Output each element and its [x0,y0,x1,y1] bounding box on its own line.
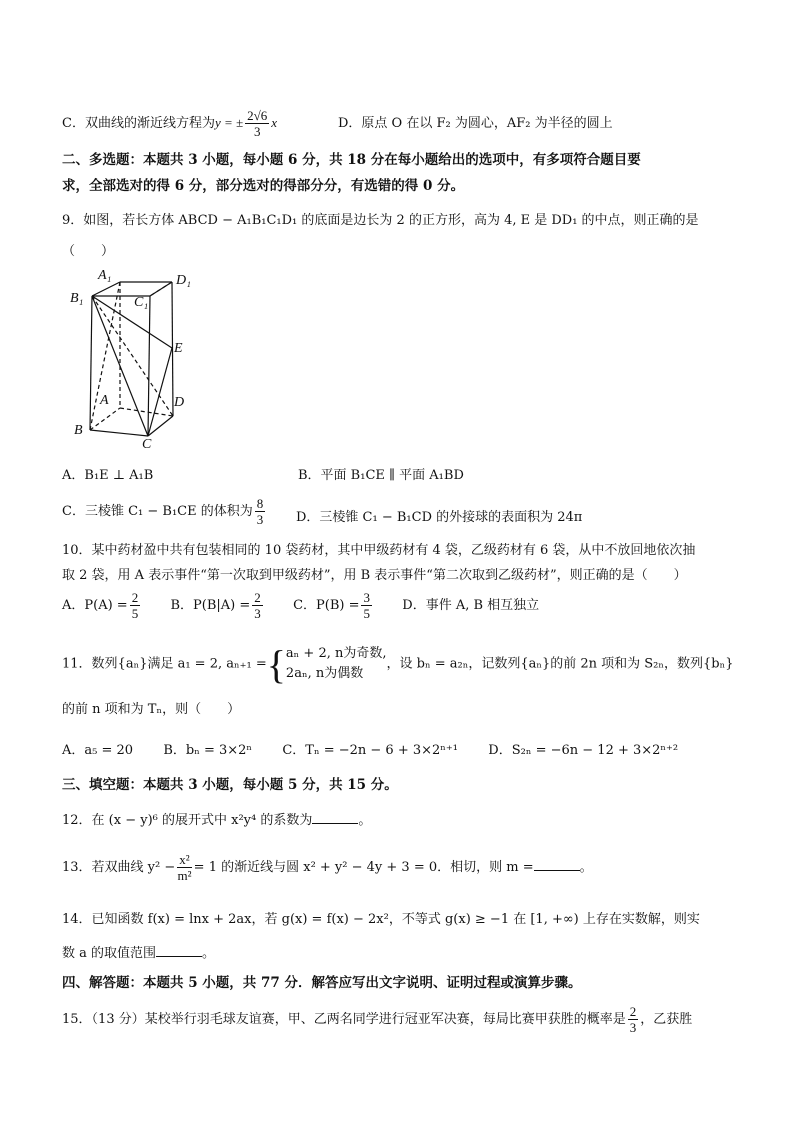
q9-option-d: D．三棱锥 C₁ − B₁CD 的外接球的表面积为 24π [296,510,583,525]
q8-option-d: D．原点 O 在以 F₂ 为圆心，AF₂ 为半径的圆上 [338,116,613,131]
label-a1: A₁ [98,268,112,283]
q10-stem-line2: 取 2 袋，用 A 表示事件“第一次取到甲级药材”，用 B 表示事件“第二次取到乙级药材”，则正确的是（ ） [62,568,687,583]
answer-blank[interactable] [534,856,580,871]
fraction: $\frac{2}{3}$ [629,1004,637,1035]
label-d1: D₁ [176,273,191,288]
label-b1: B₁ [70,291,84,306]
answer-blank[interactable] [156,942,202,957]
q10-option-c: C．P(B) = $\frac{3}{5}$ [293,590,370,621]
q14-line1: 14．已知函数 f(x) = lnx + 2ax，若 g(x) = f(x) − 2x²，不等式 g(x) ≥ −1 在 [1, +∞) 上存在实数解，则实 [62,912,700,927]
label-a: A [100,393,109,408]
q9-option-c: C．三棱锥 C₁ − B₁CE 的体积为 $\frac{8}{3}$ [62,496,264,527]
edge-d1-c1-solid [150,282,172,296]
label-e: E [174,341,183,356]
fraction: $\frac{2}{5}$ [131,590,139,621]
q10-option-a: A．P(A) = $\frac{2}{5}$ [62,590,139,621]
q9-option-a: A．B₁E ⊥ A₁B [62,468,154,483]
q9-paren: （ ） [62,244,115,259]
q12: 12．在 (x − y)⁶ 的展开式中 x²y⁴ 的系数为 。 [62,809,371,831]
edge-c-d [148,416,173,436]
q9-stem: 9．如图，若长方体 ABCD − A₁B₁C₁D₁ 的底面是边长为 2 的正方形，高为 4, E 是 DD₁ 的中点，则正确的是 [62,213,699,228]
fraction: $\frac{2}{3}$ [254,590,261,621]
fraction: $\frac{8}{3}$ [256,496,264,527]
q10-option-b: B．P(B|A) = $\frac{2}{3}$ [170,590,261,621]
q10-stem-line1: 10．某中药材盈中共有包装相同的 10 袋药材，其中甲级药材有 4 袋，乙级药材有 6 袋，从中不放回地依次抽 [62,543,696,558]
piecewise-cases: aₙ + 2, n为奇数, 2aₙ, n为偶数 [285,646,387,681]
q11-option-b: B．bₙ = 3×2ⁿ [163,743,253,758]
edge-b-c [90,430,148,436]
q15: 15．（13 分）某校举行羽毛球友谊赛，甲、乙两名同学进行冠亚军决赛，每局比赛甲获胜的概率是 $\frac{2}{3}$ ，乙获胜 [62,1004,693,1035]
section-heading-multi-choice: 二、多选题：本题共 3 小题，每小题 6 分，共 18 分在每小题给出的选项中，有多项符合题目要 [62,152,641,168]
edge-b1-a1 [92,282,120,296]
segment-c-e [148,348,172,436]
q11-options [62,741,678,761]
section-heading-fill-in: 三、填空题：本题共 3 小题，每小题 5 分，共 15 分。 [62,777,398,793]
section-heading-solutions: 四、解答题：本题共 5 小题，共 77 分．解答应写出文字说明、证明过程或演算步骤。 [62,975,582,991]
fraction: $\frac{3}{5}$ [363,590,370,621]
q10-options [62,590,539,621]
q11-option-a: A．a₅ = 20 [62,743,134,758]
answer-blank[interactable] [312,809,358,824]
label-c: C [142,437,152,448]
fraction: $\frac{2√6}{3}$ [247,108,268,139]
label-b: B [74,423,83,438]
q11-option-c: C．Tₙ = −2n − 6 + 3×2ⁿ⁺¹ [282,743,458,758]
label-c1: C₁ [134,295,149,310]
edge-b-a [90,408,120,430]
q9-option-b: B．平面 B₁CE ∥ 平面 A₁BD [298,468,464,483]
label-d: D [174,395,185,410]
fraction: $\frac{\text{x²}}{\text{m²}}$ [177,852,192,883]
edge-b1-b [90,296,92,430]
segment-b1-e [92,296,172,348]
edge-a-d [120,408,173,416]
edge-c1-c [148,296,150,436]
cuboid-figure [70,268,200,448]
q13: 13．若双曲线 y² − $\frac{\text{x²}}{\text{m²}}$ = 1 的渐近线与圆 x² + y² − 4y + 3 = 0．相切，则 m = 。 [62,852,593,883]
section-heading-multi-choice-cont: 求，全部选对的得 6 分，部分选对的得部分分，有选错的得 0 分。 [62,178,465,194]
q8-option-c: C．双曲线的渐近线方程为y = ± $\frac{2√6}{3}$ x [62,108,278,139]
q11-option-d: D．S₂ₙ = −6n − 12 + 3×2ⁿ⁺² [488,743,679,758]
q11-stem-line1: 11．数列{aₙ}满足 a₁ = 2, aₙ₊₁ ={ aₙ + 2, n为奇数, 2aₙ, n为偶数 ，设 bₙ = a₂ₙ，记数列{aₙ}的前 2n 项和为 S₂ₙ，数列{bₙ} [62,642,734,688]
q10-option-d: D．事件 A, B 相互独立 [402,598,540,613]
q11-stem-line2: 的前 n 项和为 Tₙ，则（ ） [62,702,241,717]
q14-line2: 数 a 的取值范围 。 [62,942,215,964]
